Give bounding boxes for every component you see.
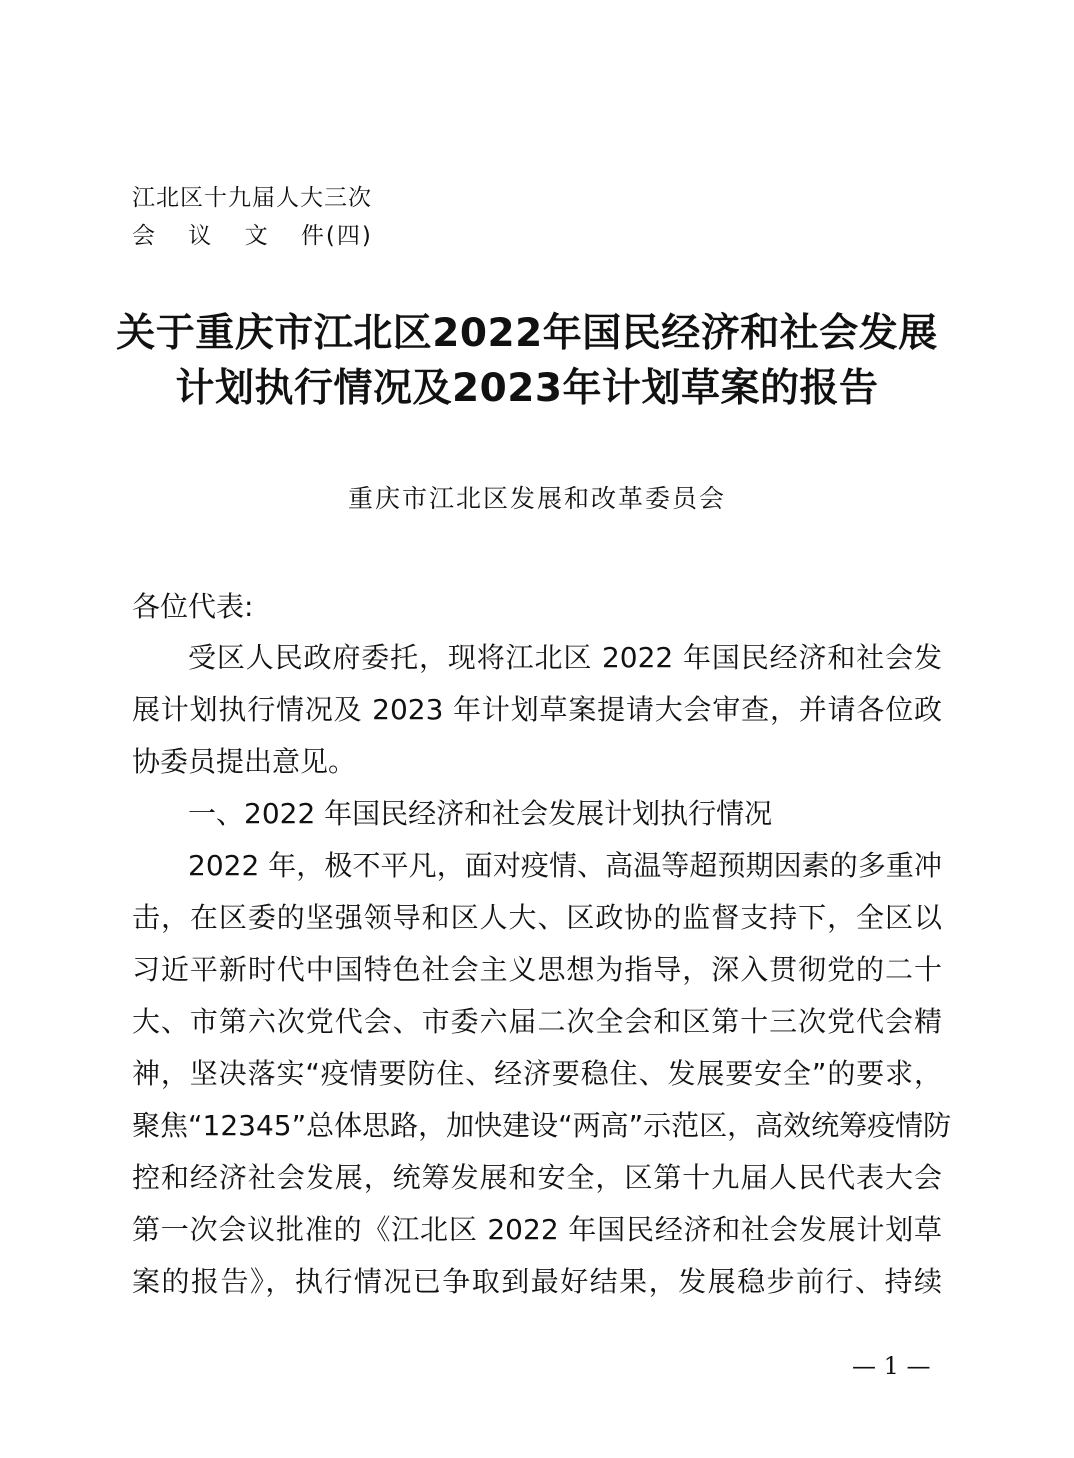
issuing-organization: 重庆市江北区发展和改革委员会 — [347, 484, 726, 513]
intro-line: 受区人民政府委托，现将江北区 2022 年国民经济和社会发 — [188, 641, 942, 674]
paragraph-line: 大、市第六次党代会、市委六届二次全会和区第十三次党代会精 — [132, 1005, 942, 1038]
salutation: 各位代表: — [132, 590, 254, 623]
paragraph-line: 聚焦“12345”总体思路，加快建设“两高”示范区，高效统筹疫情防 — [132, 1109, 952, 1142]
paragraph-line: 2022 年，极不平凡，面对疫情、高温等超预期因素的多重冲 — [188, 849, 942, 882]
document-number-label: 会 议 文 件(四) — [132, 223, 373, 249]
page-number: — 1 — — [852, 1352, 931, 1380]
paragraph-line: 控和经济社会发展，统筹发展和安全，区第十九届人民代表大会 — [132, 1161, 942, 1194]
section-heading: 一、2022 年国民经济和社会发展计划执行情况 — [188, 797, 773, 830]
paragraph-line: 案的报告》，执行情况已争取到最好结果，发展稳步前行、持续 — [132, 1265, 942, 1298]
paragraph-line: 击，在区委的坚强领导和区人大、区政协的监督支持下，全区以 — [132, 901, 942, 934]
document-title-line-1: 关于重庆市江北区2022年国民经济和社会发展 — [116, 311, 938, 356]
paragraph-line: 神，坚决落实“疫情要防住、经济要稳住、发展要安全”的要求， — [132, 1057, 942, 1090]
document-title-line-2: 计划执行情况及2023年计划草案的报告 — [175, 366, 879, 411]
intro-line: 展计划执行情况及 2023 年计划草案提请大会审查，并请各位政 — [132, 693, 942, 726]
paragraph-line: 习近平新时代中国特色社会主义思想为指导，深入贯彻党的二十 — [132, 953, 942, 986]
intro-line: 协委员提出意见。 — [132, 745, 357, 778]
paragraph-line: 第一次会议批准的《江北区 2022 年国民经济和社会发展计划草 — [132, 1213, 942, 1246]
meeting-session-label: 江北区十九届人大三次 — [132, 185, 372, 211]
